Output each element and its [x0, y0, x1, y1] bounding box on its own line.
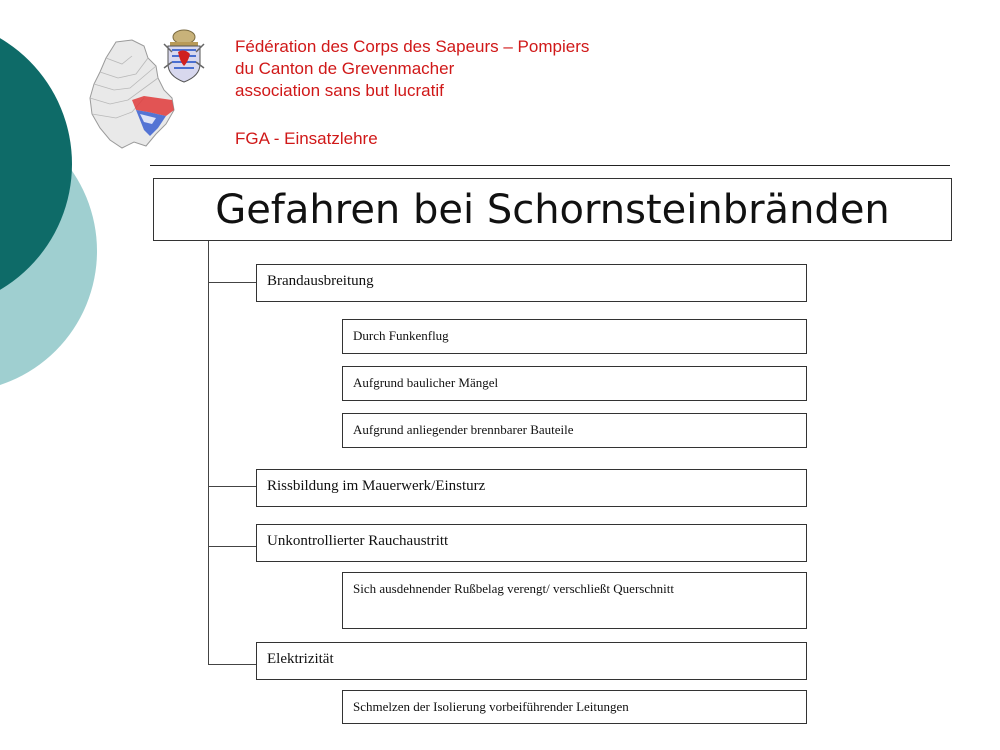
hazard-detail-box: Sich ausdehnender Rußbelag verengt/ verschließt Querschnitt — [342, 572, 807, 629]
slide-title: Gefahren bei Schornsteinbränden — [215, 186, 890, 233]
connector-line — [208, 664, 256, 665]
organization-name — [235, 36, 589, 102]
header-divider — [150, 165, 950, 166]
hazard-detail-box: Durch Funkenflug — [342, 319, 807, 354]
organization-line-1: Fédération des Corps des Sapeurs – Pompiers — [235, 37, 590, 56]
connector-line — [208, 546, 256, 547]
hazard-box: Unkontrollierter Rauchaustritt — [256, 524, 807, 562]
federation-crest-logo — [160, 28, 208, 84]
hazard-detail-box: Aufgrund anliegender brennbarer Bauteile — [342, 413, 807, 448]
tree-trunk-line — [208, 241, 209, 665]
hazard-box: Rissbildung im Mauerwerk/Einsturz — [256, 469, 807, 507]
hazard-detail-box: Schmelzen der Isolierung vorbeiführender Leitungen — [342, 690, 807, 724]
course-name: FGA - Einsatzlehre — [235, 129, 378, 148]
hazard-box: Brandausbreitung — [256, 264, 807, 302]
hazard-detail-box: Aufgrund baulicher Mängel — [342, 366, 807, 401]
hazard-box: Elektrizität — [256, 642, 807, 680]
slide-title-box — [153, 178, 952, 241]
connector-line — [208, 486, 256, 487]
organization-line-3: association sans but lucratif — [235, 81, 444, 100]
organization-line-2: du Canton de Grevenmacher — [235, 59, 455, 78]
connector-line — [208, 282, 256, 283]
